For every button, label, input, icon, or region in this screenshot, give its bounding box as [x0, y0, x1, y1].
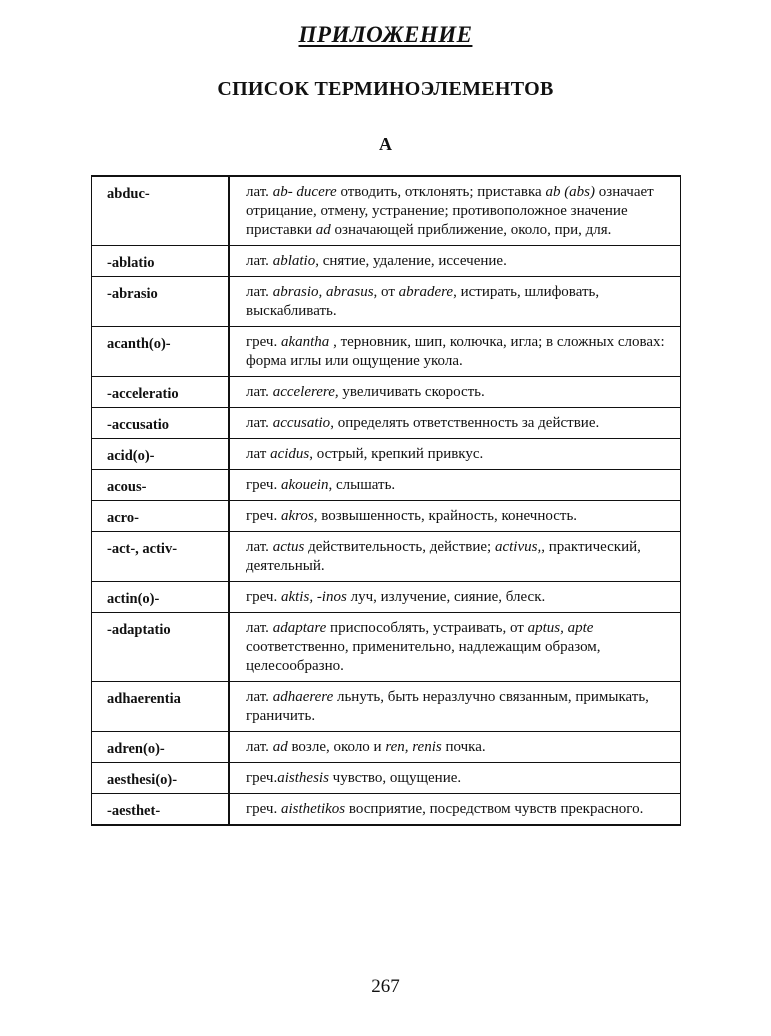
- table-row: [92, 763, 681, 794]
- definition-cell: [229, 439, 681, 470]
- definition-text: , терновник, шип, колючка, игла; в сложных словах: форма иглы или ощущение укола.: [246, 334, 665, 369]
- definition-text: , от: [373, 284, 399, 300]
- definition-text: , практический, деятельный.: [246, 539, 641, 574]
- table-row: [92, 408, 681, 439]
- definition-text: лат.: [246, 284, 273, 300]
- definition-italic-text: activus,: [494, 539, 542, 555]
- definition-text: отводить, отклонять; приставка: [336, 184, 546, 200]
- term-cell: adren(o)-: [92, 732, 230, 763]
- section-title: ПРИЛОЖЕНИЕ: [298, 22, 473, 47]
- page-number: 267: [371, 976, 400, 997]
- table-row: [92, 246, 681, 277]
- table-row: [92, 613, 681, 682]
- definition-text: означающей приближение, около, при, для.: [330, 222, 612, 238]
- term-cell: aesthesi(o)-: [92, 763, 230, 794]
- definition-text: действительность, действие;: [304, 539, 495, 555]
- definition-cell: [229, 794, 681, 826]
- definition-italic-text: ab- ducere: [272, 184, 337, 200]
- table-row: [92, 327, 681, 377]
- definition-text: возле, около и: [287, 739, 386, 755]
- definition-text: соответственно, применительно, надлежащим образом, целесообразно.: [246, 639, 601, 674]
- term-cell: -ablatio: [92, 246, 230, 277]
- definition-italic-text: abrasio, abrasus: [272, 284, 374, 300]
- definition-italic-text: ab (abs): [545, 184, 596, 200]
- definition-italic-text: adaptare: [272, 620, 327, 636]
- definition-italic-text: akantha: [280, 334, 330, 350]
- term-cell: -accusatio: [92, 408, 230, 439]
- definition-text: лат.: [246, 739, 273, 755]
- definition-cell: [229, 176, 681, 246]
- definition-italic-text: akouein: [280, 477, 329, 493]
- table-row: [92, 377, 681, 408]
- definition-text: лат.: [246, 384, 273, 400]
- term-cell: acro-: [92, 501, 230, 532]
- definition-italic-text: aptus, apte: [527, 620, 594, 636]
- definition-cell: [229, 732, 681, 763]
- table-row: [92, 501, 681, 532]
- definition-italic-text: actus: [272, 539, 305, 555]
- definition-text: увеличивать скорость.: [338, 384, 485, 400]
- definition-cell: [229, 582, 681, 613]
- definition-italic-text: abradere: [398, 284, 454, 300]
- term-cell: -acceleratio: [92, 377, 230, 408]
- term-cell: acous-: [92, 470, 230, 501]
- definition-text: , острый, крепкий привкус.: [309, 446, 484, 462]
- definition-italic-text: accusatio: [272, 415, 331, 431]
- definition-text: означает отрицание, отмену, устранение; противоположное значение приставки: [246, 184, 654, 238]
- term-cell: -act-, activ-: [92, 532, 230, 582]
- terms-table: [91, 175, 681, 826]
- term-cell: -aesthet-: [92, 794, 230, 826]
- definition-text: луч, излучение, сияние, блеск.: [346, 589, 546, 605]
- table-row: [92, 439, 681, 470]
- list-title: СПИСОК ТЕРМИНОЭЛЕМЕНТОВ: [217, 78, 554, 100]
- definition-italic-text: ren, renis: [385, 739, 442, 755]
- definition-cell: [229, 763, 681, 794]
- definition-text: греч.: [246, 334, 281, 350]
- definition-text: восприятие, посредством чувств прекрасного.: [345, 801, 644, 817]
- definition-text: лат.: [246, 689, 273, 705]
- definition-text: греч.: [246, 589, 281, 605]
- definition-cell: [229, 532, 681, 582]
- definition-text: лат.: [246, 620, 273, 636]
- table-row: [92, 176, 681, 246]
- definition-italic-text: ad: [315, 222, 331, 238]
- table-row: [92, 682, 681, 732]
- definition-text: лат.: [246, 415, 273, 431]
- term-cell: -abrasio: [92, 277, 230, 327]
- table-row: [92, 277, 681, 327]
- definition-italic-text: ablatio: [272, 253, 316, 269]
- term-cell: acid(o)-: [92, 439, 230, 470]
- definition-text: греч.: [246, 477, 281, 493]
- table-row: [92, 470, 681, 501]
- definition-text: лат.: [246, 539, 273, 555]
- definition-cell: [229, 470, 681, 501]
- definition-cell: [229, 408, 681, 439]
- table-row: [92, 532, 681, 582]
- definition-text: почка.: [441, 739, 486, 755]
- definition-text: лат.: [246, 253, 273, 269]
- definition-text: лат: [246, 446, 271, 462]
- definition-text: греч.: [246, 770, 278, 786]
- definition-text: приспособлять, устраивать, от: [326, 620, 528, 636]
- definition-italic-text: adhaerere: [272, 689, 334, 705]
- table-row: [92, 732, 681, 763]
- definition-cell: [229, 246, 681, 277]
- term-cell: adhaerentia: [92, 682, 230, 732]
- definition-italic-text: aktis, -inos: [280, 589, 347, 605]
- definition-text: лат.: [246, 184, 273, 200]
- term-cell: abduc-: [92, 176, 230, 246]
- letter-heading: А: [379, 134, 392, 154]
- definition-cell: [229, 501, 681, 532]
- definition-text: чувство, ощущение.: [328, 770, 462, 786]
- definition-cell: [229, 682, 681, 732]
- term-cell: actin(o)-: [92, 582, 230, 613]
- definition-cell: [229, 613, 681, 682]
- definition-text: , истирать, шлифовать, выскабливать.: [246, 284, 600, 319]
- definition-text: , снятие, удаление, иссечение.: [315, 253, 507, 269]
- definition-cell: [229, 277, 681, 327]
- definition-italic-text: accelerere,: [272, 384, 339, 400]
- definition-cell: [229, 327, 681, 377]
- definition-text: , определять ответственность за действие.: [330, 415, 600, 431]
- definition-text: , слышать.: [328, 477, 396, 493]
- definition-italic-text: akros: [280, 508, 314, 524]
- page-header: [0, 22, 771, 48]
- definition-text: , возвышенность, крайность, конечность.: [313, 508, 578, 524]
- definition-text: льнуть, быть неразлучно связанным, примыкать, граничить.: [246, 689, 649, 724]
- definition-text: греч.: [246, 801, 281, 817]
- term-cell: acanth(o)-: [92, 327, 230, 377]
- terms-table-body: [92, 176, 681, 825]
- definition-italic-text: acidus: [270, 446, 310, 462]
- definition-italic-text: ad: [272, 739, 288, 755]
- definition-cell: [229, 377, 681, 408]
- definition-italic-text: aisthesis: [277, 770, 329, 786]
- definition-text: греч.: [246, 508, 281, 524]
- table-row: [92, 794, 681, 826]
- definition-italic-text: aisthetikos: [280, 801, 346, 817]
- table-row: [92, 582, 681, 613]
- term-cell: -adaptatio: [92, 613, 230, 682]
